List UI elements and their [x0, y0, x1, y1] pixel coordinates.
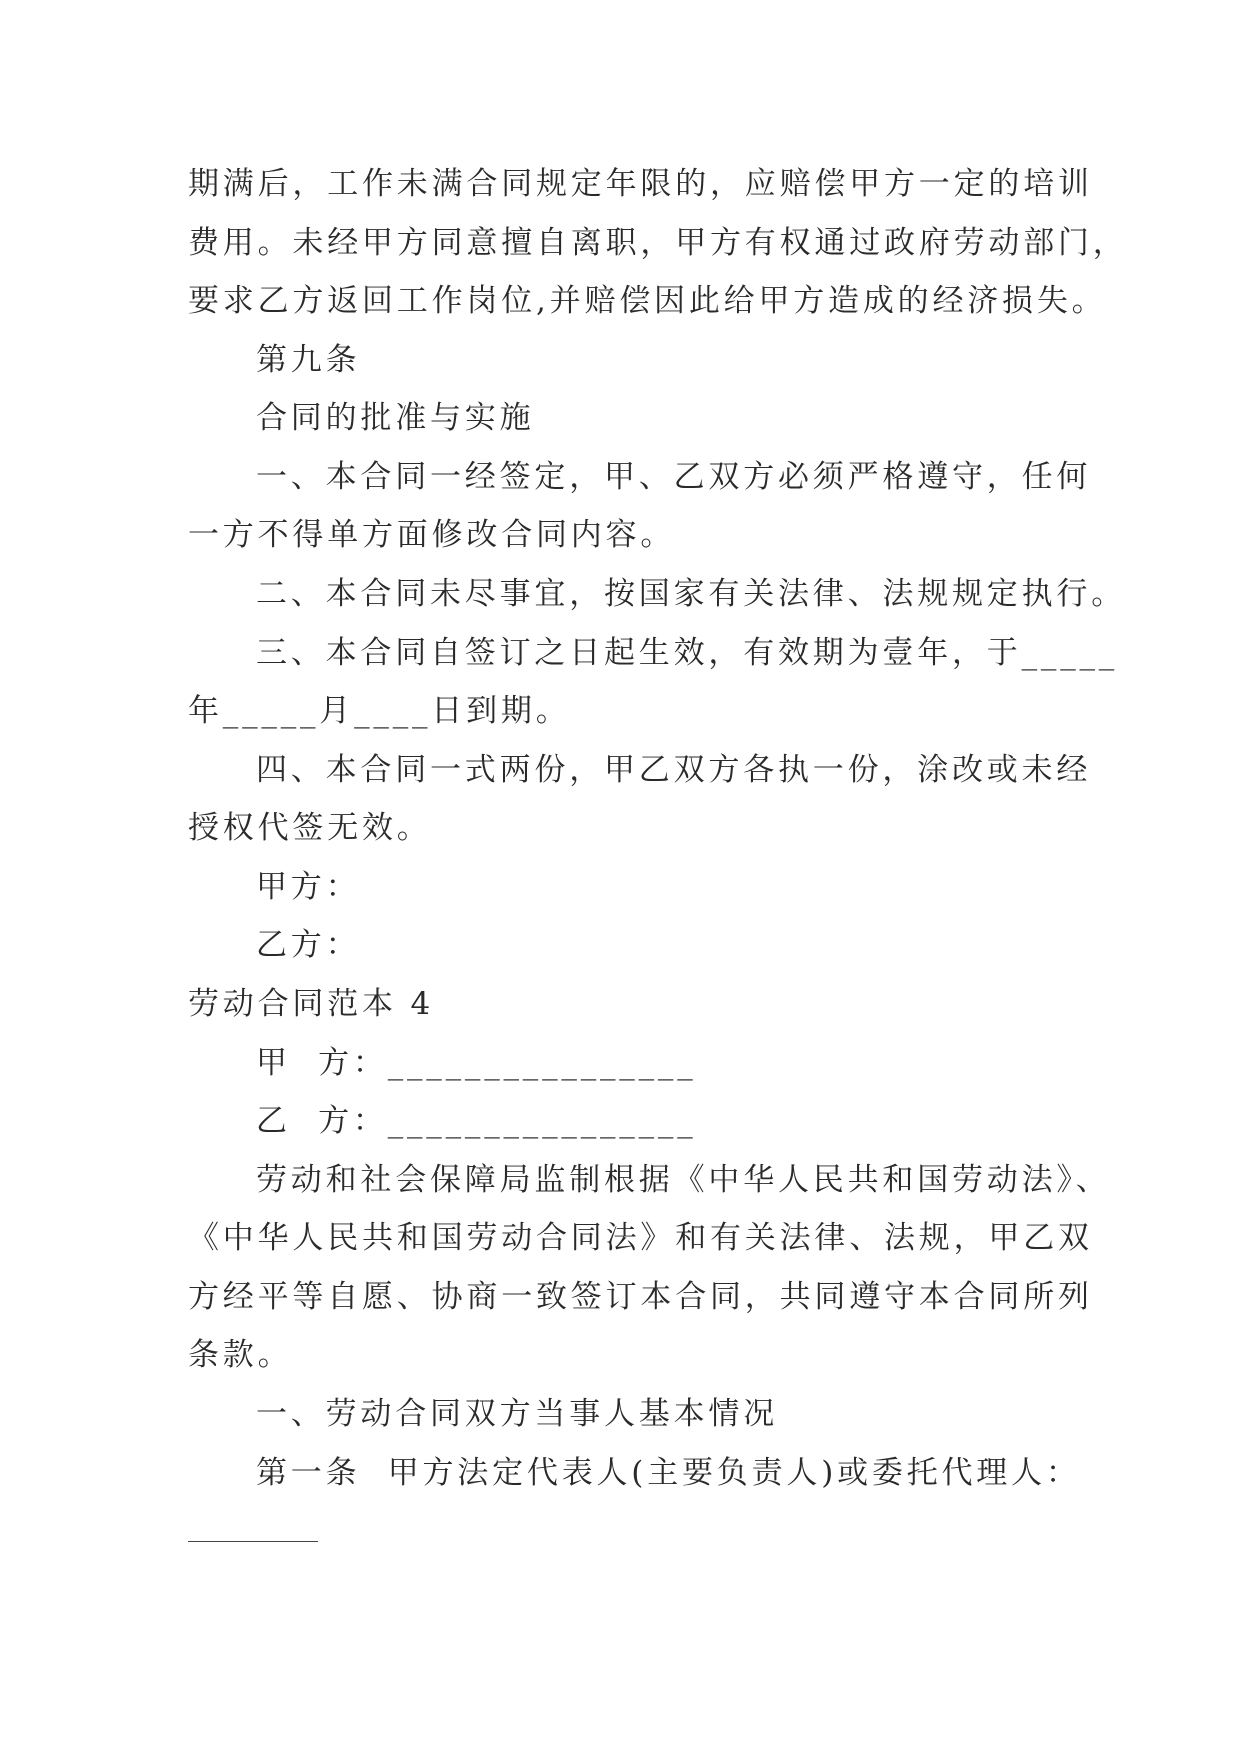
blank-fill-line: [188, 1541, 318, 1542]
party-b-field: 乙 方：________________: [256, 1103, 697, 1139]
body-text-line: 要求乙方返回工作岗位,并赔偿因此给甲方造成的经济损失。: [188, 283, 1107, 319]
body-text-line: 年_____月____日到期。: [188, 693, 571, 729]
body-text-line: 劳动和社会保障局监制根据《中华人民共和国劳动法》、: [256, 1162, 1111, 1198]
document-title: 劳动合同范本 4: [188, 986, 434, 1022]
body-text-line: 方经平等自愿、协商一致签订本合同，共同遵守本合同所列: [188, 1279, 1093, 1315]
body-text-line: 授权代签无效。: [188, 810, 432, 846]
section-heading: 一、劳动合同双方当事人基本情况: [256, 1396, 778, 1432]
body-text-line: 《中华人民共和国劳动合同法》和有关法律、法规，甲乙双: [188, 1220, 1093, 1256]
body-text-line: 一、本合同一经签定，甲、乙双方必须严格遵守，任何: [256, 459, 1092, 495]
party-b-signature-line: 乙方：: [256, 927, 361, 963]
body-text-line: 条款。: [188, 1337, 293, 1373]
body-text-line: 四、本合同一式两份，甲乙双方各执一份，涂改或未经: [256, 752, 1092, 788]
article-line: 第一条 甲方法定代表人(主要负责人)或委托代理人：: [256, 1455, 1081, 1491]
party-a-field: 甲 方：________________: [256, 1045, 697, 1081]
section-heading: 合同的批准与实施: [256, 400, 535, 436]
article-heading: 第九条: [256, 342, 361, 378]
body-text-line: 三、本合同自签订之日起生效，有效期为壹年，于_____: [256, 635, 1119, 671]
body-text-line: 期满后，工作未满合同规定年限的，应赔偿甲方一定的培训: [188, 166, 1093, 202]
body-text-line: 费用。未经甲方同意擅自离职，甲方有权通过政府劳动部门，: [188, 225, 1128, 261]
body-text-line: 二、本合同未尽事宜，按国家有关法律、法规规定执行。: [256, 576, 1126, 612]
body-text-line: 一方不得单方面修改合同内容。: [188, 517, 676, 553]
party-a-signature-line: 甲方：: [256, 869, 361, 905]
